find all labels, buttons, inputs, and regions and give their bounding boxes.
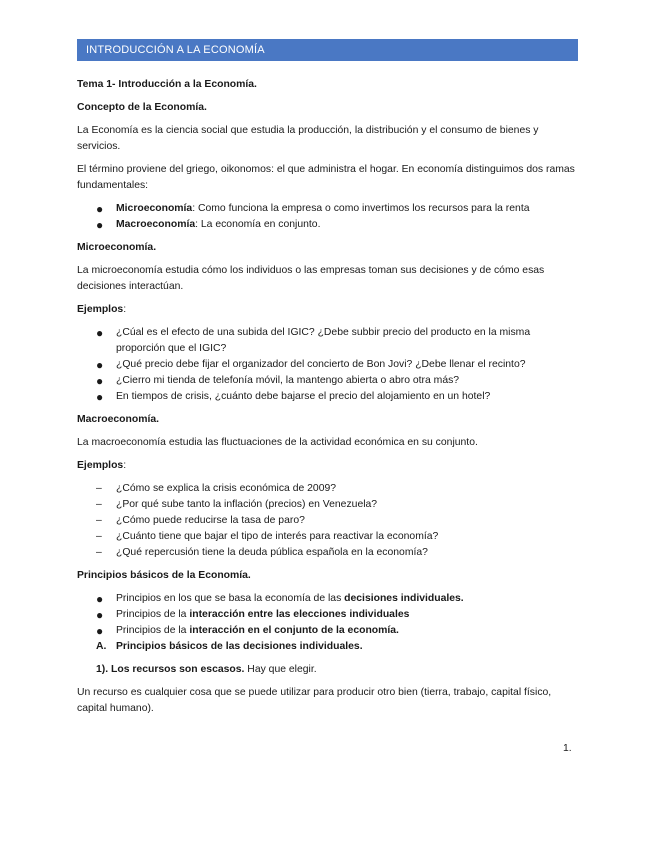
bullet-icon: ● <box>96 608 104 622</box>
page-header-bar <box>77 39 578 61</box>
principio-bold: decisiones individuales. <box>344 593 464 604</box>
ejemplos-colon: : <box>123 304 127 315</box>
ejemplos-label: Ejemplos <box>77 304 124 315</box>
section-a-title: Principios básicos de las decisiones individuales. <box>116 641 363 652</box>
dash-icon: – <box>96 547 102 558</box>
list-item <box>77 481 579 497</box>
rule-1-title: 1). Los recursos son escasos. <box>96 664 245 675</box>
bullet-icon: ● <box>96 374 104 388</box>
concepto-title: Concepto de la Economía. <box>77 102 207 113</box>
example-text: ¿Cómo se explica la crisis económica de 2009? <box>116 483 337 494</box>
principios-list <box>77 591 579 639</box>
macro-title: Macroeconomía. <box>77 414 159 425</box>
list-item <box>77 217 579 233</box>
micro-title: Microeconomía. <box>77 242 157 253</box>
principio-bold: interacción entre las elecciones individuales <box>189 609 410 620</box>
bullet-icon: ● <box>96 592 104 606</box>
bullet-icon: ● <box>96 358 104 372</box>
example-text: ¿Qué repercusión tiene la deuda pública española en la economía? <box>116 547 428 558</box>
bullet-icon: ● <box>96 390 104 404</box>
list-item <box>77 357 579 373</box>
list-item <box>77 623 579 639</box>
rama-term: Macroeconomía <box>116 219 196 230</box>
section-marker: A. <box>96 641 107 652</box>
principio-text: Principios de la <box>116 609 190 620</box>
micro-text: La microeconomía estudia cómo los individuos o las empresas toman sus decisiones y de cómo esas decisiones interactúan. <box>77 265 545 292</box>
bullet-icon: ● <box>96 218 104 232</box>
example-text: En tiempos de crisis, ¿cuánto debe bajarse el precio del alojamiento en un hotel? <box>116 391 491 402</box>
paragraph-origin: El término proviene del griego, oikonomos: el que administra el hogar. En economía distinguimos dos ramas fundamentales: <box>77 164 575 191</box>
list-item <box>77 591 579 607</box>
rule-1 <box>77 662 579 678</box>
tema-title: Tema 1- Introducción a la Economía. <box>77 79 257 90</box>
page-number: 1. <box>563 743 572 754</box>
example-text: ¿Cúal es el efecto de una subida del IGIC? ¿Debe subbir precio del producto en la misma proporción que el IGIC? <box>116 327 531 354</box>
list-item <box>77 545 579 561</box>
list-item <box>77 607 579 623</box>
ejemplos-label-macro <box>77 458 579 474</box>
principio-bold: interacción en el conjunto de la economía. <box>189 625 399 636</box>
rama-desc: : La economía en conjunto. <box>195 219 321 230</box>
ejemplos-colon: : <box>123 460 127 471</box>
example-text: ¿Cuánto tiene que bajar el tipo de interés para reactivar la economía? <box>116 531 439 542</box>
list-item <box>77 639 579 655</box>
example-text: ¿Por qué sube tanto la inflación (precios) en Venezuela? <box>116 499 378 510</box>
list-item <box>77 373 579 389</box>
example-text: ¿Cómo puede reducirse la tasa de paro? <box>116 515 305 526</box>
bullet-icon: ● <box>96 202 104 216</box>
dash-icon: – <box>96 499 102 510</box>
rama-desc: : Como funciona la empresa o como invertimos los recursos para la renta <box>192 203 530 214</box>
ejemplos-label: Ejemplos <box>77 460 124 471</box>
dash-icon: – <box>96 483 102 494</box>
recurso-text: Un recurso es cualquier cosa que se puede utilizar para producir otro bien (tierra, trabajo, capital físico, capital humano). <box>77 687 552 714</box>
list-item <box>77 513 579 529</box>
header-title: INTRODUCCIÓN A LA ECONOMÍA <box>86 44 265 56</box>
paragraph-definition: La Economía es la ciencia social que estudia la producción, la distribución y el consumo de bienes y servicios. <box>77 125 539 152</box>
principio-text: Principios en los que se basa la economía de las <box>116 593 345 604</box>
micro-examples-list <box>77 325 579 405</box>
list-item <box>77 201 579 217</box>
list-item <box>77 389 579 405</box>
principio-text: Principios de la <box>116 625 190 636</box>
macro-text: La macroeconomía estudia las fluctuaciones de la actividad económica en su conjunto. <box>77 437 478 448</box>
example-text: ¿Cierro mi tienda de telefonía móvil, la mantengo abierta o abro otra más? <box>116 375 460 386</box>
list-item <box>77 529 579 545</box>
example-text: ¿Qué precio debe fijar el organizador del concierto de Bon Jovi? ¿Debe llenar el recinto? <box>116 359 526 370</box>
dash-icon: – <box>96 531 102 542</box>
principios-title: Principios básicos de la Economía. <box>77 570 251 581</box>
list-item <box>77 497 579 513</box>
bullet-icon: ● <box>96 624 104 638</box>
dash-icon: – <box>96 515 102 526</box>
document-body <box>77 77 579 717</box>
rule-1-text: Hay que elegir. <box>244 664 317 675</box>
ramas-list <box>77 201 579 233</box>
rama-term: Microeconomía <box>116 203 193 214</box>
ejemplos-label-micro <box>77 302 579 318</box>
bullet-icon: ● <box>96 326 104 340</box>
macro-examples-list <box>77 481 579 561</box>
section-a-list <box>77 639 579 655</box>
list-item <box>77 325 579 357</box>
